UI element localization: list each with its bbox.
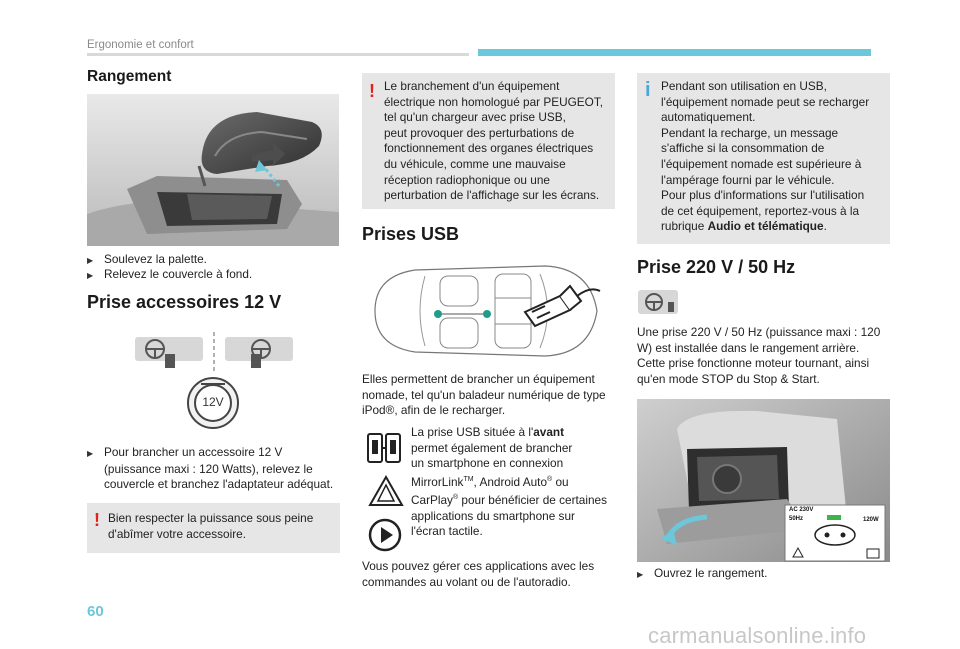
warning-note-12v: ! Bien respecter la puissance sous peine d'abîmer votre accessoire. (87, 503, 340, 553)
prise-220v-text: Une prise 220 V / 50 Hz (puissance maxi : 120 W) est installée dans le rangement arrière. Cette prise fonctionne moteur tournant, ainsi qu'en mode STOP du Stop & Start. (637, 325, 881, 386)
storage-bullet-1: ▶ Soulevez la palette. (87, 252, 207, 269)
usb-intro: Elles permettent de brancher un équipement nomade, tel qu'un baladeur numérique de type iPod®, afin de le recharger. (362, 372, 606, 418)
bullet-open-storage: ▶ Ouvrez le rangement. (637, 566, 767, 583)
bullet-arrow-icon: ▶ (87, 271, 94, 280)
info-usb-text: Pendant son utilisation en USB, l'équipement nomade peut se recharger automatiquement. Pendant la recharge, un message s'affiche si la consommation de l'équipement nomade est supérieure à l'ampérage fourni par le véhicule. Pour plus d'informations sur l'utilisation de cet équipement, reportez-vous à la rubrique Audio et télématique. (661, 79, 870, 234)
label-ac-230v: AC 230V (789, 507, 814, 513)
label-50hz: 50Hz (789, 516, 804, 522)
page-number: 60 (87, 603, 104, 620)
armrest-storage-photo (87, 94, 339, 246)
usb-front-text: La prise USB située à l'avant permet également de brancher un smartphone en connexion MirrorLink™, Android Auto® ou CarPlay® pour bénéficier de certaines applications du smartphone sur l'écran tactile. (411, 425, 608, 539)
heading-prise-12v: Prise accessoires 12 V (87, 292, 282, 312)
info-icon: i (645, 79, 651, 101)
storage-bullet-2: ▶ Relevez le couvercle à fond. (87, 267, 252, 284)
car-usb-diagram (365, 256, 610, 366)
info-note-usb (637, 73, 890, 244)
android-auto-icon (368, 475, 404, 507)
bullet-arrow-icon: ▶ (87, 256, 94, 265)
bullet-arrow-icon: ▶ (637, 570, 644, 579)
socket-12v-icon (186, 376, 240, 430)
label-120w: 120W (863, 517, 879, 523)
dashboard-rear-icon (638, 288, 680, 318)
warning-usb-text: Le branchement d'un équipement électrique non homologué par PEUGEOT, tel qu'un chargeur avec prise USB, peut provoquer des perturbations de fonctionnement des organes électriques du véhicule, comme une mauvaise réception radiophonique ou une perturbation de l'affichage sur les écrans. (384, 79, 604, 203)
section-title: Ergonomie et confort (87, 39, 194, 51)
bullet-arrow-icon: ▶ (87, 449, 94, 458)
heading-prise-220v: Prise 220 V / 50 Hz (637, 257, 796, 277)
header-accent-bar (478, 49, 871, 56)
usb-manage-text: Vous pouvez gérer ces applications avec les commandes au volant ou de l'autoradio. (362, 559, 595, 589)
rear-storage-220v-photo (637, 399, 890, 562)
heading-prises-usb: Prises USB (362, 224, 460, 244)
bullet-12v: ▶ Pour brancher un accessoire 12 V (puissance maxi : 120 Watts), relevez le couvercle et branchez l'adaptateur adéquat. (87, 445, 334, 492)
dashboard-location-icons (135, 332, 295, 372)
header-rule (87, 53, 469, 56)
warning-icon: ! (94, 510, 100, 530)
warning-note-usb (362, 73, 615, 209)
socket-12v-label: 12V (202, 395, 224, 409)
heading-rangement: Rangement (87, 68, 172, 85)
carplay-icon (367, 517, 403, 553)
watermark: carmanualsonline.info (648, 623, 867, 648)
mirrorlink-icon (366, 432, 406, 466)
warning-icon: ! (369, 81, 375, 101)
